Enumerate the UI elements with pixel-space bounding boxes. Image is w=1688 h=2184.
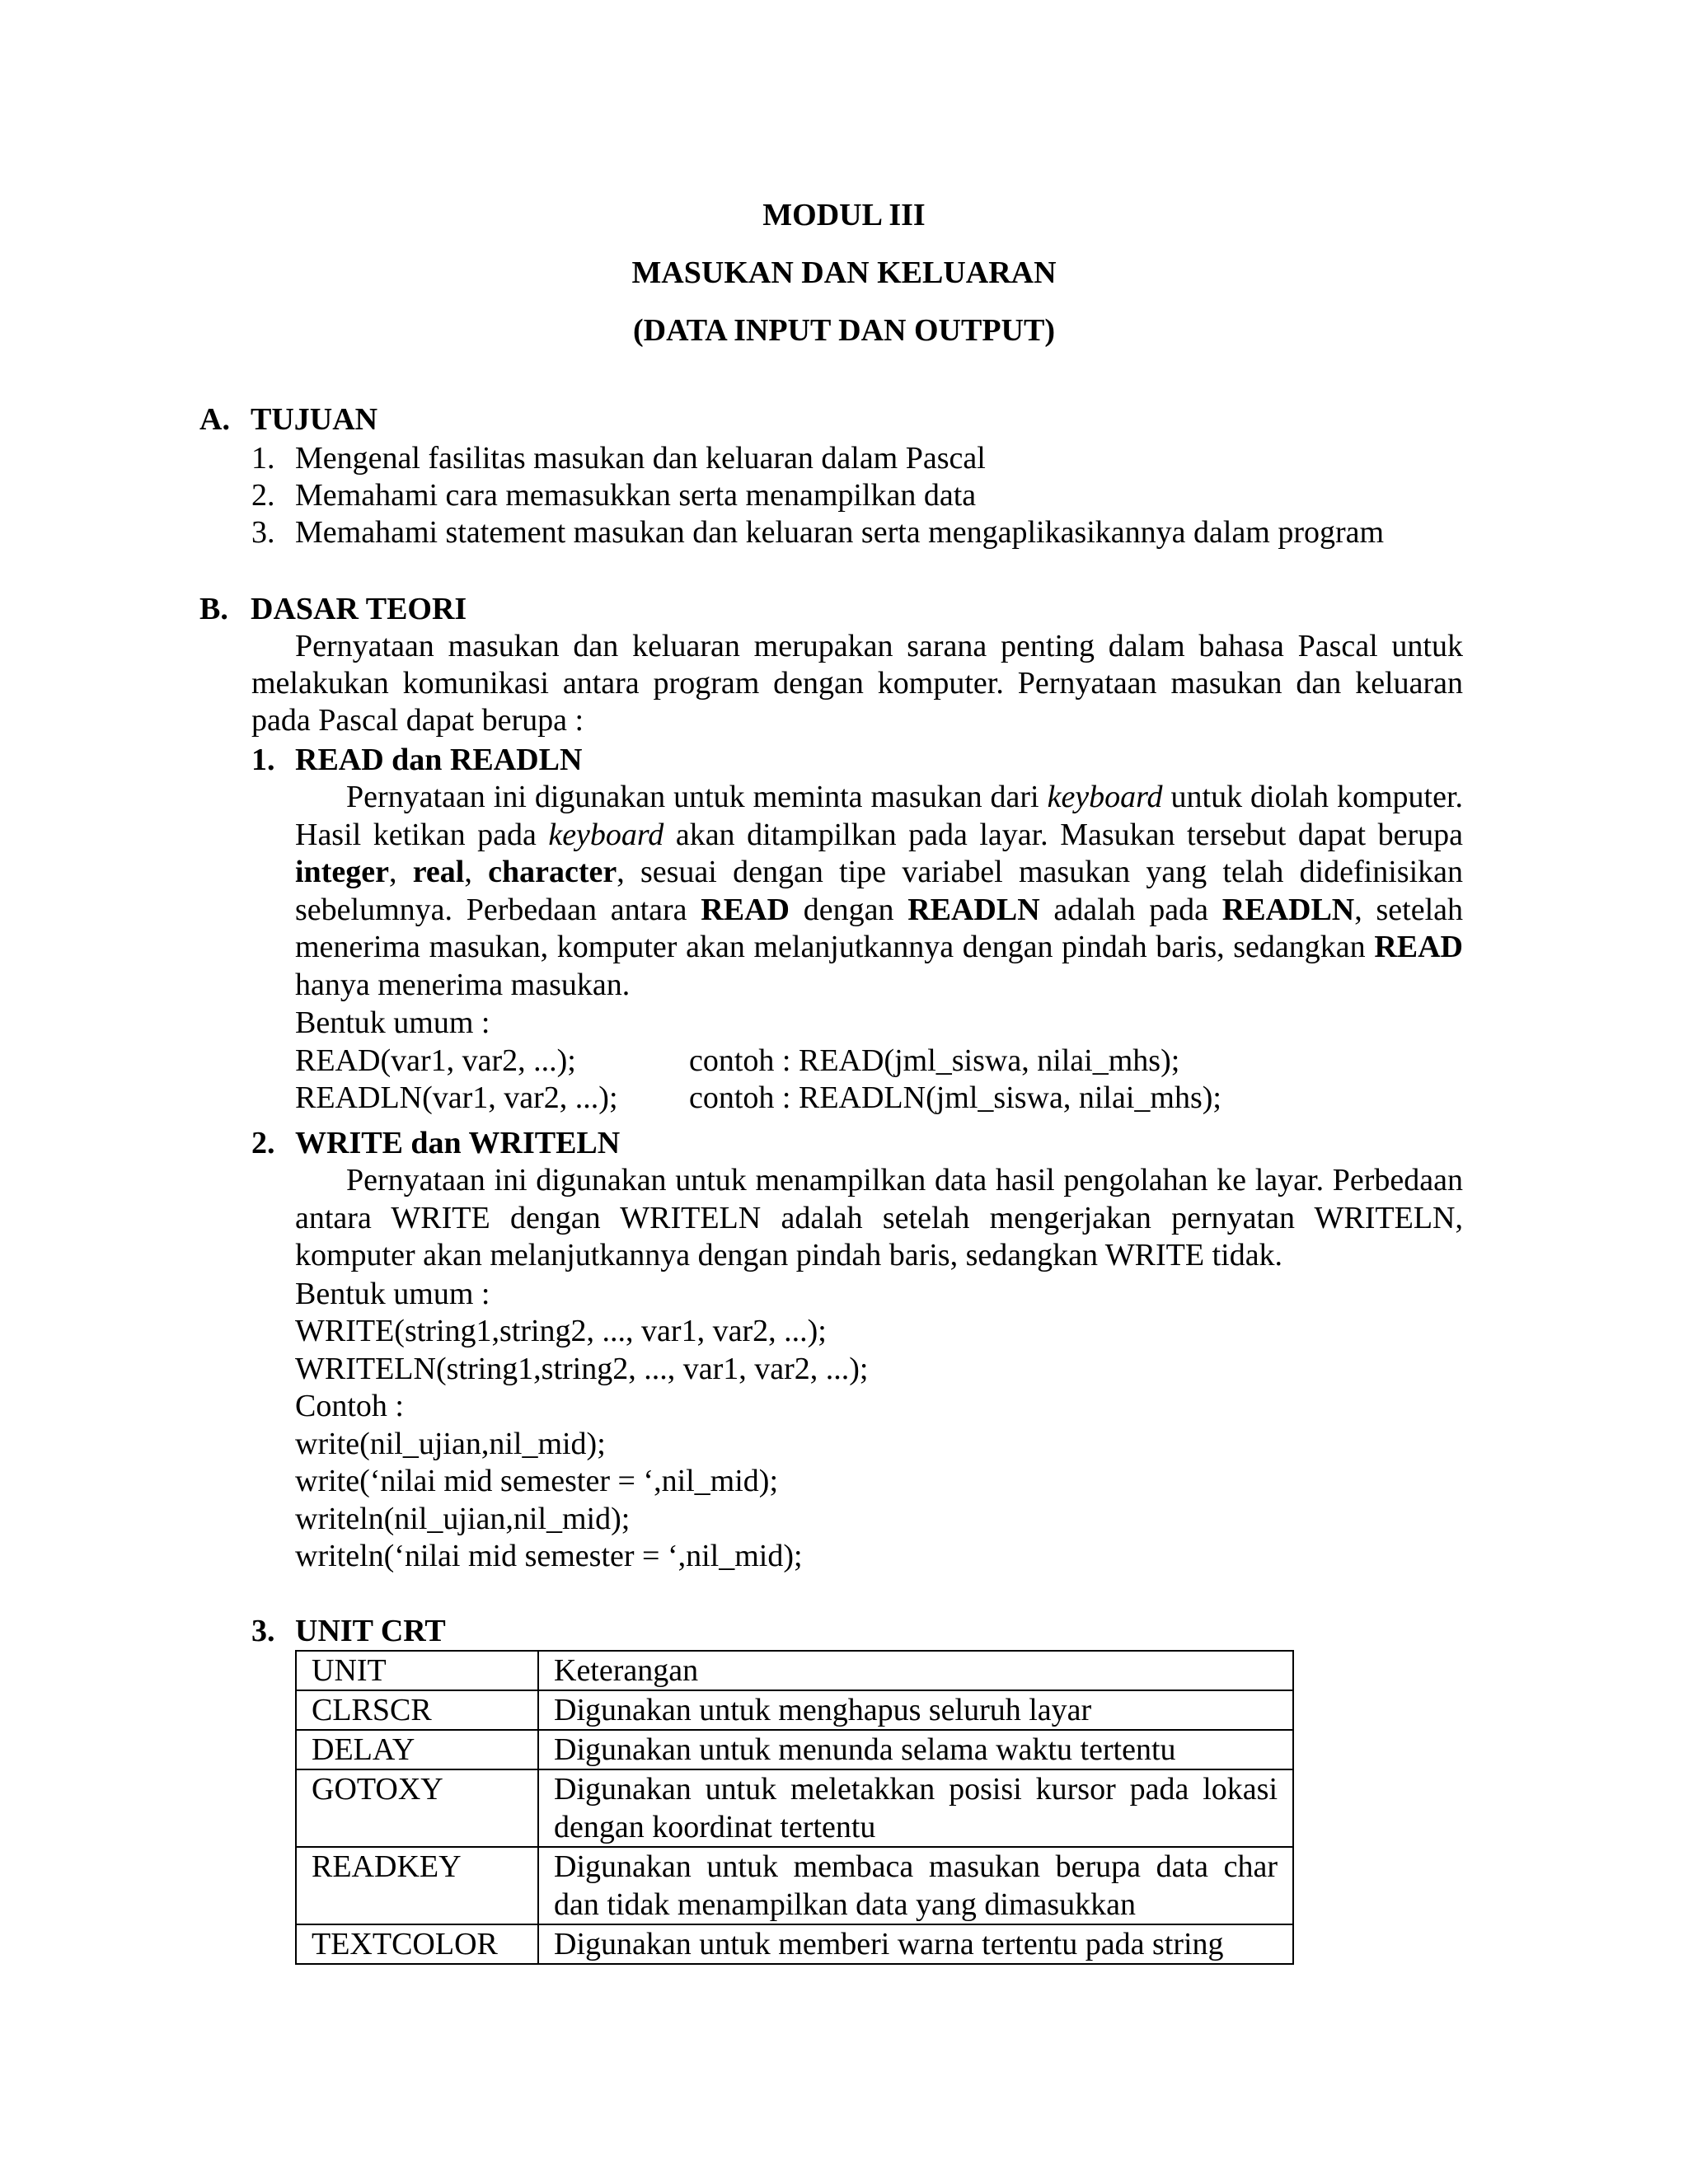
list-item-number: 2. <box>251 478 275 513</box>
table-cell-unit: CLRSCR <box>296 1690 538 1730</box>
table-row <box>296 1769 1293 1847</box>
writeln-syntax: WRITELN(string1,string2, ..., var1, var2, ...); <box>295 1351 869 1386</box>
list-item <box>251 439 1384 476</box>
crt-table <box>295 1650 1294 1965</box>
table-row <box>296 1690 1293 1730</box>
crt-number: 3. <box>251 1614 275 1648</box>
table-cell-description: Digunakan untuk meletakkan posisi kursor pada lokasi dengan koordinat tertentu <box>538 1769 1293 1847</box>
section-b-heading <box>199 590 467 628</box>
module-subtitle: MASUKAN DAN KELUARAN <box>631 255 1057 290</box>
write-paragraph: Pernyataan ini digunakan untuk menampilkan data hasil pengolahan ke layar. Perbedaan antara WRITE dengan WRITELN adalah setelah mengerjakan pernyatan WRITELN, komputer akan melanjutkannya dengan pindah baris, sedangkan WRITE tidak. <box>295 1163 1463 1272</box>
list-item <box>251 476 1384 513</box>
read-heading <box>251 741 582 779</box>
table-row <box>296 1924 1293 1964</box>
read-title: READ dan READLN <box>295 743 583 777</box>
read-number: 1. <box>251 743 275 777</box>
section-b-intro <box>251 628 1463 739</box>
readln-syntax-row <box>295 1079 1463 1117</box>
table-cell-unit: TEXTCOLOR <box>296 1924 538 1964</box>
module-subtitle-english: (DATA INPUT DAN OUTPUT) <box>633 313 1055 348</box>
intro-paragraph: Pernyataan masukan dan keluaran merupakan sarana penting dalam bahasa Pascal untuk melakukan komunikasi antara program dengan komputer. Pernyataan masukan dan keluaran pada Pascal dapat berupa : <box>251 629 1463 738</box>
list-item-number: 3. <box>251 515 275 550</box>
table-cell-description: Digunakan untuk memberi warna tertentu pada string <box>538 1924 1293 1964</box>
write-heading <box>251 1124 620 1162</box>
code-line: writeln(nil_ujian,nil_mid); <box>295 1501 631 1536</box>
write-body <box>295 1162 1463 1575</box>
table-cell-unit: READKEY <box>296 1847 538 1924</box>
table-cell-description: Digunakan untuk menunda selama waktu tertentu <box>538 1730 1293 1769</box>
write-number: 2. <box>251 1126 275 1160</box>
list-item <box>251 513 1384 551</box>
readln-syntax: READLN(var1, var2, ...); <box>295 1080 618 1115</box>
write-syntax: WRITE(string1,string2, ..., var1, var2, ...); <box>295 1314 827 1348</box>
read-example: contoh : READ(jml_siswa, nilai_mhs); <box>689 1043 1180 1078</box>
objectives-list <box>251 439 1384 551</box>
list-item-text: Memahami statement masukan dan keluaran serta mengaplikasikannya dalam program <box>295 515 1385 550</box>
crt-heading <box>251 1612 446 1650</box>
crt-title: UNIT CRT <box>295 1614 446 1648</box>
read-paragraph: Pernyataan ini digunakan untuk meminta masukan dari keyboard untuk diolah komputer. Hasil ketikan pada keyboard akan ditampilkan pada layar. Masukan tersebut dapat berupa integer, real, character, sesuai dengan tipe variabel masukan yang telah didefinisikan sebelumnya. Perbedaan antara READ dengan READLN adalah pada READLN, setelah menerima masukan, komputer akan melanjutkannya dengan pindah baris, sedangkan READ hanya menerima masukan. <box>295 780 1464 1002</box>
read-syntax: READ(var1, var2, ...); <box>295 1043 576 1078</box>
module-title: MODUL III <box>762 198 926 232</box>
read-syntax-row <box>295 1042 1463 1080</box>
list-item-number: 1. <box>251 441 275 476</box>
section-a-letter: A. <box>199 402 230 437</box>
section-b-title: DASAR TEORI <box>251 592 467 626</box>
table-cell-description: Digunakan untuk menghapus seluruh layar <box>538 1690 1293 1730</box>
list-item-text: Memahami cara memasukkan serta menampilkan data <box>295 478 977 513</box>
readln-example: contoh : READLN(jml_siswa, nilai_mhs); <box>689 1080 1221 1115</box>
table-cell-unit: DELAY <box>296 1730 538 1769</box>
code-line: writeln(‘nilai mid semester = ‘,nil_mid); <box>295 1539 803 1573</box>
write-example-label: Contoh : <box>295 1389 404 1423</box>
table-header-unit: UNIT <box>296 1651 538 1690</box>
read-body <box>295 779 1463 1117</box>
section-b-letter: B. <box>199 592 228 626</box>
list-item-text: Mengenal fasilitas masukan dan keluaran dalam Pascal <box>295 441 986 476</box>
write-title: WRITE dan WRITELN <box>295 1126 621 1160</box>
table-header-row <box>296 1651 1293 1690</box>
table-header-description: Keterangan <box>538 1651 1293 1690</box>
module-title-block <box>0 196 1688 369</box>
table-cell-description: Digunakan untuk membaca masukan berupa data char dan tidak menampilkan data yang dimasukkan <box>538 1847 1293 1924</box>
code-line: write(‘nilai mid semester = ‘,nil_mid); <box>295 1464 779 1498</box>
table-row <box>296 1847 1293 1924</box>
section-a-heading <box>199 401 377 438</box>
code-line: write(nil_ujian,nil_mid); <box>295 1426 606 1461</box>
section-a-title: TUJUAN <box>251 402 378 437</box>
read-general-form-label: Bentuk umum : <box>295 1005 490 1040</box>
table-cell-unit: GOTOXY <box>296 1769 538 1847</box>
table-row <box>296 1730 1293 1769</box>
write-general-form-label: Bentuk umum : <box>295 1276 490 1311</box>
